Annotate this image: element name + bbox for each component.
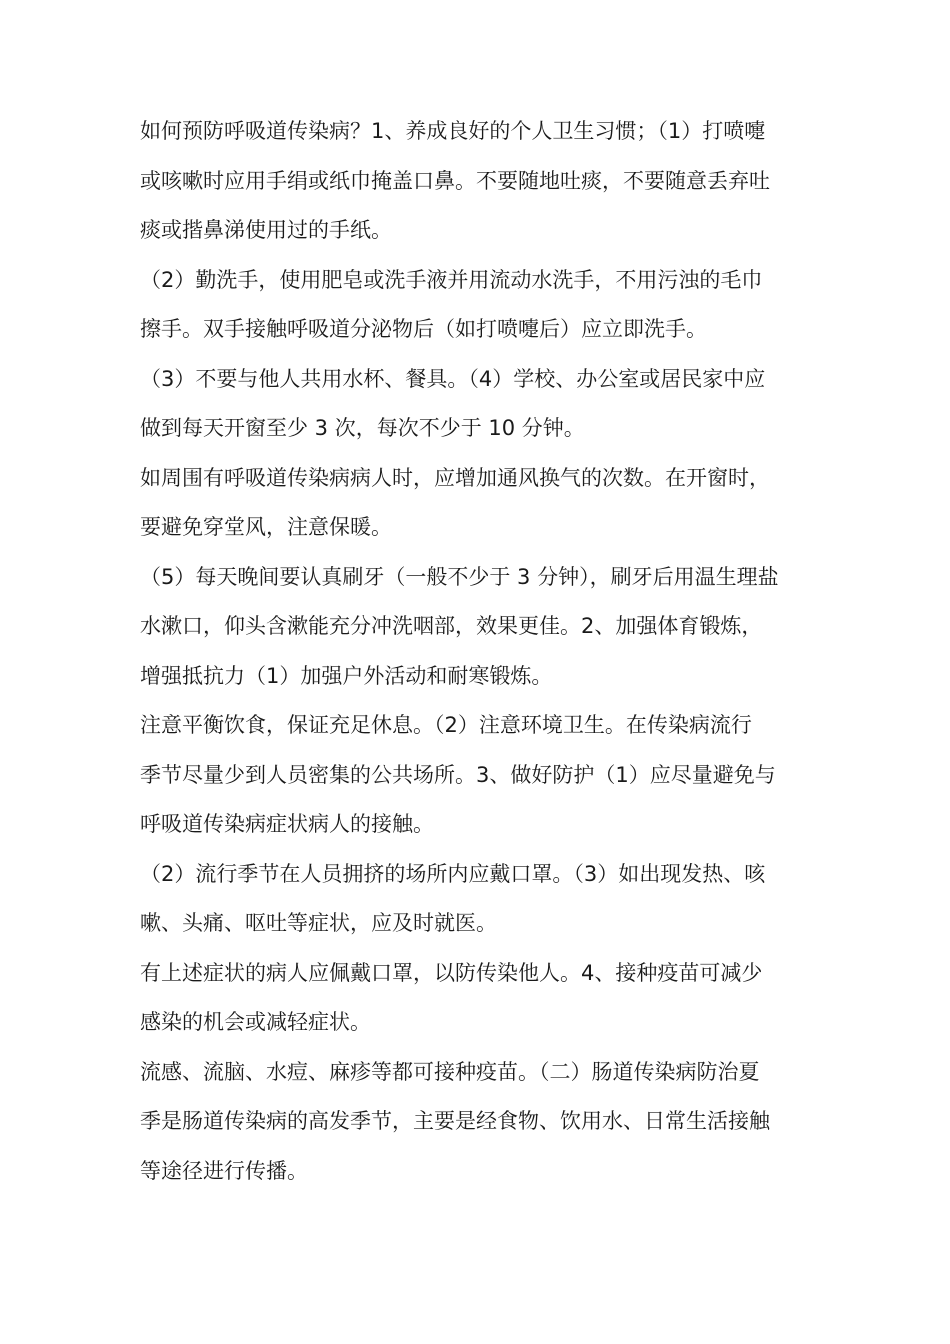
- text-line: 水漱口，仰头含漱能充分冲洗咽部，效果更佳。2、加强体育锻炼，: [140, 614, 763, 638]
- text-line: 增强抵抗力（1）加强户外活动和耐寒锻炼。: [140, 663, 553, 688]
- text-line: 如何预防呼吸道传染病？1、养成良好的个人卫生习惯；（1）打喷嚏: [140, 119, 766, 143]
- text-line: （5）每天晚间要认真刷牙（一般不少于 3 分钟），刷牙后用温生理盐: [140, 564, 779, 589]
- text-line: 注意平衡饮食，保证充足休息。（2）注意环境卫生。在传染病流行: [140, 713, 752, 737]
- paragraph: [140, 701, 825, 850]
- text-line: 痰或揩鼻涕使用过的手纸。: [140, 218, 392, 242]
- paragraph: [140, 1048, 825, 1197]
- text-line: 嗽、头痛、呕吐等症状，应及时就医。: [140, 911, 497, 935]
- text-line: 等途径进行传播。: [140, 1158, 308, 1183]
- paragraph: [140, 454, 825, 553]
- text-line: （3）不要与他人共用水杯、餐具。（4）学校、办公室或居民家中应: [140, 366, 766, 391]
- paragraph: [140, 256, 825, 355]
- text-line: 如周围有呼吸道传染病病人时，应增加通风换气的次数。在开窗时，: [140, 465, 770, 490]
- paragraph: [140, 107, 825, 256]
- text-line: 或咳嗽时应用手绢或纸巾掩盖口鼻。不要随地吐痰，不要随意丢弃吐: [140, 168, 770, 193]
- text-line: 感染的机会或减轻症状。: [140, 1010, 371, 1034]
- text-line: 做到每天开窗至少 3 次，每次不少于 10 分钟。: [140, 416, 585, 440]
- text-line: 流感、流脑、水痘、麻疹等都可接种疫苗。（二）肠道传染病防治夏: [140, 1059, 760, 1084]
- text-line: （2）勤洗手，使用肥皂或洗手液并用流动水洗手，不用污浊的毛巾: [140, 267, 763, 292]
- paragraph: [140, 355, 825, 454]
- text-line: （2）流行季节在人员拥挤的场所内应戴口罩。（3）如出现发热、咳: [140, 861, 766, 886]
- text-line: 季节尽量少到人员密集的公共场所。3、做好防护（1）应尽量避免与: [140, 762, 776, 787]
- paragraph: [140, 553, 825, 702]
- text-line: 擦手。双手接触呼吸道分泌物后（如打喷嚏后）应立即洗手。: [140, 317, 707, 341]
- text-line: 要避免穿堂风，注意保暖。: [140, 515, 392, 539]
- document-body: [140, 107, 825, 1196]
- text-line: 季是肠道传染病的高发季节，主要是经食物、饮用水、日常生活接触: [140, 1109, 770, 1133]
- paragraph: [140, 949, 825, 1048]
- paragraph: [140, 850, 825, 949]
- text-line: 有上述症状的病人应佩戴口罩，以防传染他人。4、接种疫苗可减少: [140, 960, 763, 985]
- text-line: 呼吸道传染病症状病人的接触。: [140, 812, 434, 836]
